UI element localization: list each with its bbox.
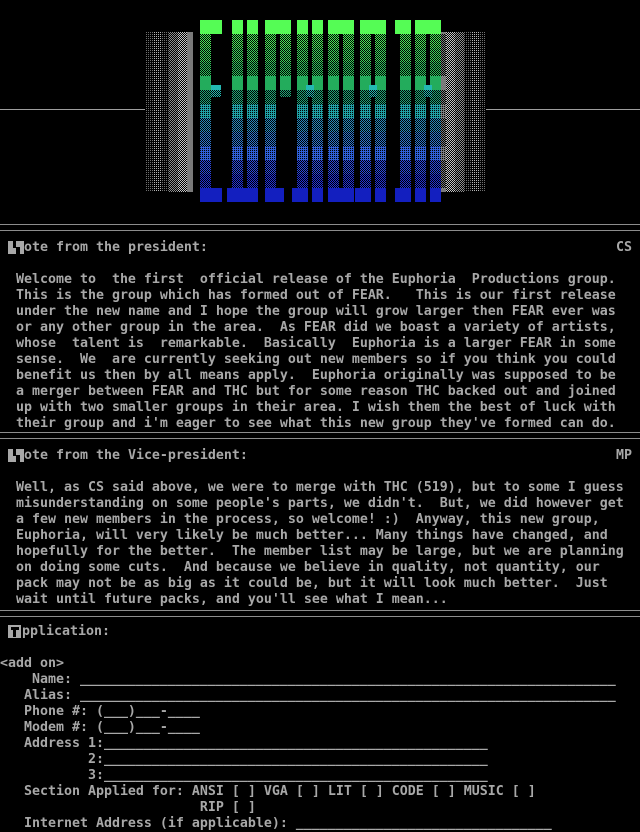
note-text-line: or any other group in the area. As FEAR did we boast a variety of artists, bbox=[0, 320, 616, 335]
form-line: Alias: ___________________________________________________________________ bbox=[0, 688, 616, 703]
form-line: Modem #: (___)___-____ bbox=[0, 720, 200, 735]
euphoria-logo bbox=[0, 0, 640, 224]
note-text-line: Euphoria, will very likely be much better... Many things have changed, and bbox=[0, 528, 608, 543]
form-line: 2:________________________________________________ bbox=[0, 752, 488, 767]
section-title: ote from the Vice-president: bbox=[24, 448, 248, 463]
note-text-line: wait until future packs, and you'll see what I mean... bbox=[0, 592, 448, 607]
section-header-application bbox=[0, 624, 640, 640]
section-title: pplication: bbox=[22, 624, 110, 639]
note-initial-n-icon bbox=[8, 449, 24, 462]
note-initial-n-icon bbox=[8, 241, 24, 254]
form-line: Name: ___________________________________________________________________ bbox=[0, 672, 616, 687]
note-text-line: whose talent is remarkable. Basically Euphoria is a larger FEAR in some bbox=[0, 336, 616, 351]
note-text-line: pack may not be as big as it could be, but it will look much better. Just bbox=[0, 576, 608, 591]
note-text-line: their group and i'm eager to see what this new group they've formed can do. bbox=[0, 416, 616, 431]
side-ornament-left bbox=[145, 32, 193, 192]
note-text-line: a merger between FEAR and THC but for some reason THC backed out and joined bbox=[0, 384, 616, 399]
president-note-body bbox=[0, 272, 640, 432]
note-text-line: This is the group which has formed out of FEAR. This is our first release bbox=[0, 288, 616, 303]
note-text-line: sense. We are currently seeking out new members so if you think you could bbox=[0, 352, 616, 367]
application-form bbox=[0, 656, 640, 832]
note-text-line: misunderstanding on some people's parts, we didn't. But, we did however get bbox=[0, 496, 624, 511]
note-text-line: under the new name and I hope the group will grow larger then FEAR ever was bbox=[0, 304, 616, 319]
note-text-line: benefit us then by all means apply. Euphoria originally was supposed to be bbox=[0, 368, 616, 383]
form-line: RIP [ ] bbox=[0, 800, 256, 815]
author-initials: MP bbox=[616, 448, 632, 463]
side-ornament-right bbox=[440, 32, 486, 192]
divider-top bbox=[0, 224, 640, 231]
form-line: Internet Address (if applicable): ________________________________ bbox=[0, 816, 552, 831]
author-initials: CS bbox=[616, 240, 632, 255]
form-line: Section Applied for: ANSI [ ] VGA [ ] LIT [ ] CODE [ ] MUSIC [ ] bbox=[0, 784, 536, 799]
note-text-line: a few new members in the process, so welcome! :) Anyway, this new group, bbox=[0, 512, 600, 527]
note-text-line: on doing some cuts. And because we believe in quality, not quantity, our bbox=[0, 560, 600, 575]
note-text-line: up with two smaller groups in their area. I wish them the best of luck with bbox=[0, 400, 616, 415]
section-header-vice-president bbox=[0, 448, 640, 464]
vice-president-note-body bbox=[0, 480, 640, 608]
form-line: 3:________________________________________________ bbox=[0, 768, 488, 783]
note-text-line: Well, as CS said above, we were to merge with THC (519), but to some I guess bbox=[0, 480, 624, 495]
section-header-president bbox=[0, 240, 640, 256]
logo-dither-overlay bbox=[196, 34, 446, 188]
divider-bottom bbox=[0, 610, 640, 617]
form-line: Address 1:________________________________________________ bbox=[0, 736, 488, 751]
note-text-line: hopefully for the better. The member list may be large, but we are planning bbox=[0, 544, 624, 559]
application-form-lines bbox=[0, 672, 640, 832]
application-initial-a-icon bbox=[8, 625, 21, 638]
note-text-line: Welcome to the first official release of the Euphoria Productions group. bbox=[0, 272, 616, 287]
section-title: ote from the president: bbox=[24, 240, 208, 255]
divider-middle bbox=[0, 432, 640, 439]
form-addon-tag: <add on> bbox=[0, 656, 64, 671]
form-line: Phone #: (___)___-____ bbox=[0, 704, 200, 719]
